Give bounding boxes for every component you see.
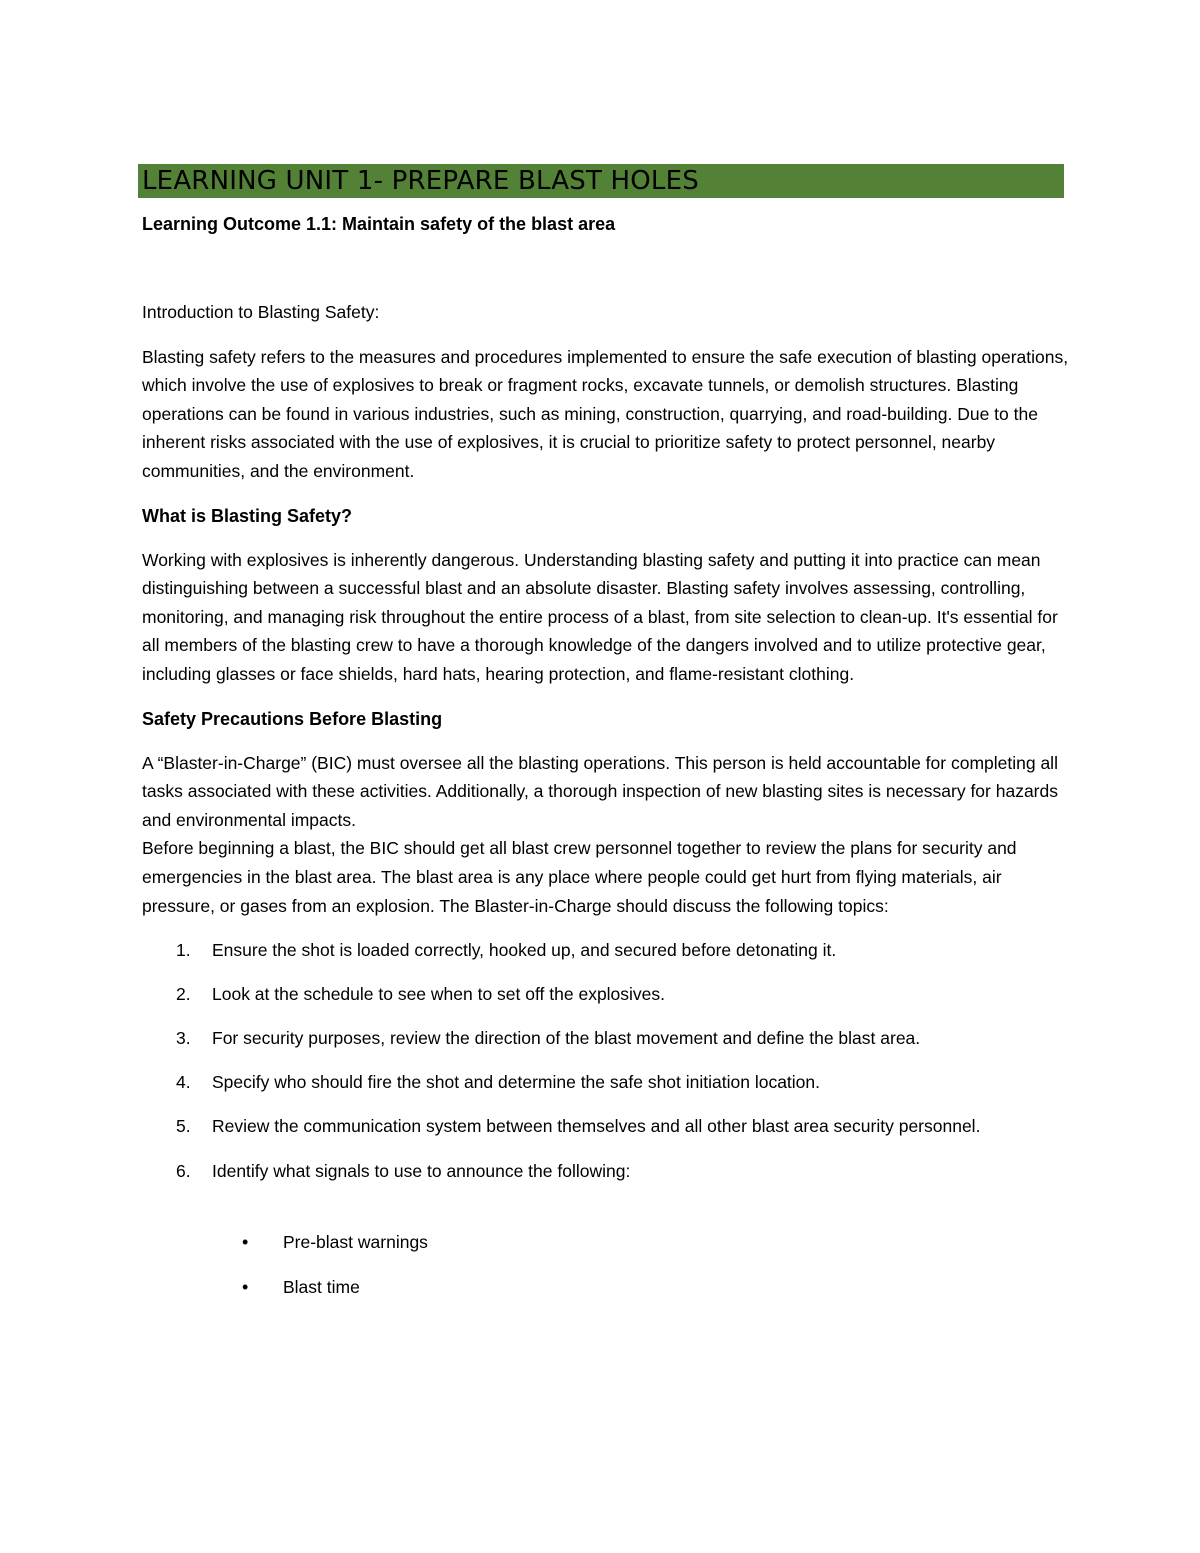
list-item	[142, 936, 1072, 965]
list-item-number: 6.	[176, 1160, 191, 1181]
safety-precautions-heading: Safety Precautions Before Blasting	[142, 708, 443, 729]
list-item-text: For security purposes, review the direction of the blast movement and define the blast area.	[212, 1028, 921, 1049]
bullet-icon: •	[242, 1276, 249, 1297]
what-is-blasting-safety-paragraph: Working with explosives is inherently dangerous. Understanding blasting safety and putting it into practice can mean distinguishing between a successful blast and an absolute disaster. Blasting safety involves assessing, controlling, monitoring, and managing risk throughout the entire process of a blast, from site selection to clean-up. It's essential for all members of the blasting crew to have a thorough knowledge of the dangers involved and to utilize protective gear, including glasses or face shields, hard hats, hearing protection, and flame-resistant clothing.	[142, 549, 1058, 684]
bullet-item-text: Blast time	[283, 1276, 360, 1297]
bullet-item-text: Pre-blast warnings	[283, 1232, 428, 1253]
intro-paragraph: Blasting safety refers to the measures and procedures implemented to ensure the safe execution of blasting operations, which involve the use of explosives to break or fragment rocks, excavate tunnels, or demolish structures. Blasting operations can be found in various industries, such as mining, construction, quarrying, and road-building. Due to the inherent risks associated with the use of explosives, it is crucial to prioritize safety to protect personnel, nearby communities, and the environment.	[142, 346, 1069, 481]
unit-title-banner	[138, 164, 1064, 198]
list-item-text: Look at the schedule to see when to set off the explosives.	[212, 984, 666, 1005]
list-item-number: 5.	[176, 1116, 191, 1137]
signals-list	[142, 1228, 1072, 1301]
list-item-number: 4.	[176, 1072, 191, 1093]
list-item-text: Specify who should fire the shot and determine the safe shot initiation location.	[212, 1072, 821, 1093]
list-item-number: 3.	[176, 1028, 191, 1049]
list-item	[142, 1024, 1072, 1053]
intro-label: Introduction to Blasting Safety:	[142, 302, 380, 322]
learning-outcome-heading: Learning Outcome 1.1: Maintain safety of the blast area	[142, 214, 616, 234]
unit-title: LEARNING UNIT 1- PREPARE BLAST HOLES	[142, 166, 699, 196]
precautions-paragraph-1: A “Blaster-in-Charge” (BIC) must oversee all the blasting operations. This person is held accountable for completing all tasks associated with these activities. Additionally, a thorough inspection of new blasting sites is necessary for hazards and environmental impacts.	[142, 752, 1058, 830]
list-item	[142, 1068, 1072, 1097]
list-item-number: 2.	[176, 984, 191, 1005]
list-item	[142, 980, 1072, 1009]
bullet-item	[142, 1273, 1072, 1302]
bullet-icon: •	[242, 1232, 249, 1253]
list-item-text: Review the communication system between themselves and all other blast area security personnel.	[212, 1116, 981, 1137]
document-body	[142, 298, 1072, 1317]
precautions-paragraph-2: Before beginning a blast, the BIC should get all blast crew personnel together to review the plans for security and emergencies in the blast area. The blast area is any place where people could get hurt from flying materials, air pressure, or gases from an explosion. The Blaster-in-Charge should discuss the following topics:	[142, 838, 1017, 916]
list-item	[142, 1112, 1072, 1141]
what-is-blasting-safety-heading: What is Blasting Safety?	[142, 505, 353, 526]
list-item	[142, 1157, 1072, 1186]
bullet-item	[142, 1228, 1072, 1257]
list-item-number: 1.	[176, 940, 191, 961]
list-item-text: Identify what signals to use to announce the following:	[212, 1160, 631, 1181]
bic-topics-list	[142, 936, 1072, 1185]
list-item-text: Ensure the shot is loaded correctly, hooked up, and secured before detonating it.	[212, 940, 837, 961]
